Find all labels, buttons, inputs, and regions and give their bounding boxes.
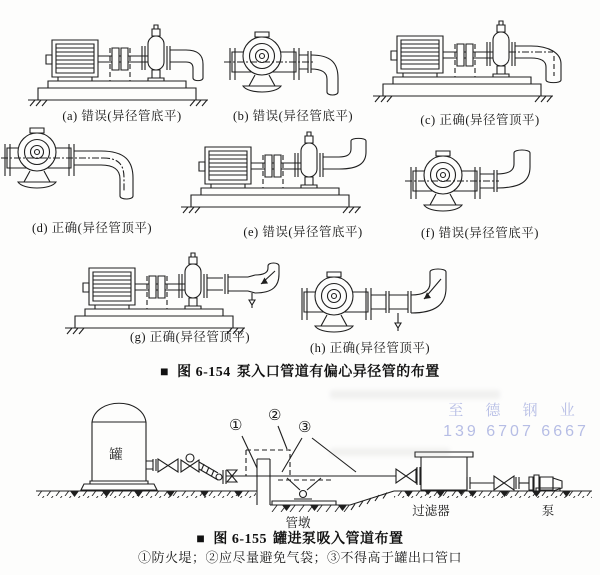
- diagram-f: [405, 150, 530, 211]
- tank-label: 罐: [109, 447, 123, 462]
- diagram-h: [302, 269, 446, 332]
- diagram-label-f: (f) 错误(异径管底平): [421, 226, 539, 240]
- diagram-label-e: (e) 错误(异径管底平): [243, 225, 363, 239]
- watermark-line1: 至 德 钢 业: [448, 402, 584, 419]
- diagram-label-h: (h) 正确(异径管顶平): [309, 341, 431, 355]
- figure-155-caption: [0, 528, 600, 548]
- diagram-a: [28, 25, 208, 106]
- print-bleed-smudge: [330, 390, 500, 399]
- pump-label: 泵: [541, 504, 555, 518]
- caption-number: 图 6-154: [177, 365, 231, 380]
- diagram-label-d: (d) 正确(异径管顶平): [31, 221, 153, 235]
- diagram-d: [1, 128, 133, 199]
- ground-hatch-left: [36, 492, 256, 499]
- filter-pump-group: [396, 452, 562, 495]
- diagram-label-a: (a) 错误(异径管底平): [62, 109, 182, 123]
- filter-label: 过滤器: [412, 504, 450, 518]
- callout-1: ①: [229, 418, 243, 434]
- caption-marker: ■: [196, 532, 206, 547]
- diagram-b: [224, 32, 338, 95]
- pier-label: 管墩: [285, 516, 311, 530]
- figure-155-note: ①防火堤；②应尽量避免气袋；③不得高于罐出口管口: [137, 550, 462, 565]
- diagram-label-b: (b) 错误(异径管底平): [232, 109, 354, 123]
- callout-2: ②: [268, 408, 282, 424]
- ground-hatch-right: [394, 492, 592, 499]
- caption-title: 罐进泵吸入管道布置: [273, 532, 404, 547]
- ground-hatch-pit: [270, 506, 350, 513]
- tank-outlet-valves: [146, 454, 226, 484]
- caption-marker: ■: [160, 365, 170, 380]
- watermark: [436, 399, 596, 441]
- diagram-e: [181, 132, 366, 213]
- caption-number: 图 6-155: [213, 532, 268, 547]
- diagram-label-g: (g) 正确(异径管顶平): [129, 330, 251, 344]
- print-bleed-smudge: [330, 448, 450, 456]
- figure-154-caption: [0, 361, 600, 381]
- diagram-label-c: (c) 正确(异径管顶平): [420, 113, 540, 127]
- diagram-g: [65, 253, 279, 334]
- watermark-line2: 139 6707 6667: [443, 423, 589, 440]
- caption-title: 泵入口管道有偏心异径管的布置: [236, 365, 440, 380]
- diagram-c: [373, 21, 561, 102]
- callout-3: ③: [298, 420, 312, 436]
